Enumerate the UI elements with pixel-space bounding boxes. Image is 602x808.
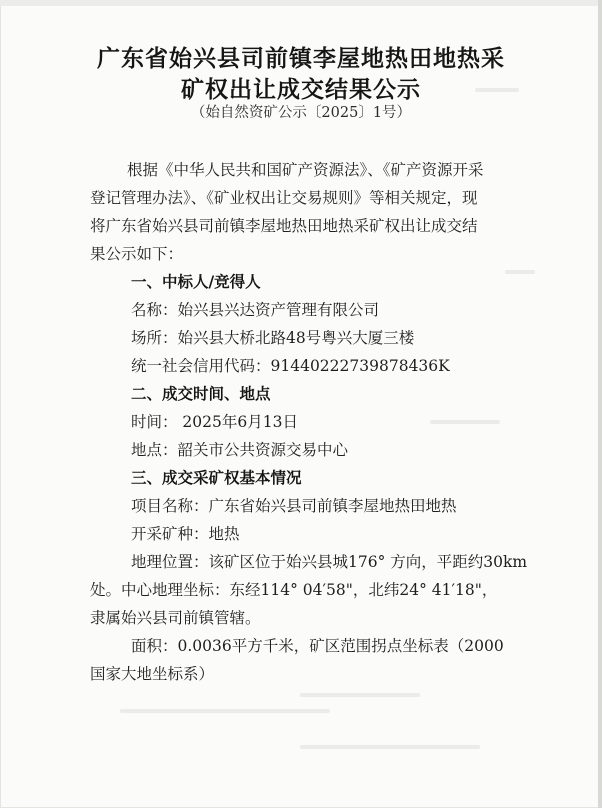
section-2-heading: 二、成交时间、地点 (131, 384, 271, 403)
show-through-mark (120, 709, 330, 713)
winner-address: 场所：始兴县大桥北路48号粤兴大厦三楼 (131, 329, 415, 347)
winner-credit-code: 统一社会信用代码：91440222739878436K (131, 357, 450, 375)
section-3-heading: 三、成交采矿权基本情况 (131, 468, 302, 487)
doc-title-line-1: 广东省始兴县司前镇李屋地热田地热采 (97, 45, 505, 72)
deal-place: 地点：韶关市公共资源交易中心 (131, 441, 349, 459)
winner-name: 名称：始兴县兴达资产管理有限公司 (131, 301, 380, 319)
mineral-type: 开采矿种：地热 (131, 525, 240, 543)
intro-line-4: 果公示如下： (90, 245, 184, 263)
scan-top-edge (0, 0, 602, 6)
location-line-2: 处。中心地理坐标：东经114° 04′58"，北纬24° 41′18"， (90, 581, 498, 599)
show-through-mark (430, 420, 500, 424)
project-name: 项目名称：广东省始兴县司前镇李屋地热田地热 (131, 497, 457, 515)
location-line-3: 隶属始兴县司前镇管辖。 (90, 609, 261, 627)
location-line-1: 地理位置：该矿区位于始兴县城176° 方向，平距约30km (131, 553, 528, 571)
area-line-2: 国家大地坐标系） (90, 665, 215, 683)
intro-line-1: 根据《中华人民共和国矿产资源法》、《矿产资源开采 (127, 161, 484, 179)
intro-line-3: 将广东省始兴县司前镇李屋地热田地热采矿权出让成交结 (90, 217, 478, 235)
area-line-1: 面积：0.0036平方千米，矿区范围拐点坐标表（2000 (131, 637, 504, 655)
section-1-heading: 一、中标人/竞得人 (131, 272, 261, 291)
show-through-mark (505, 270, 535, 274)
show-through-mark (300, 693, 420, 697)
show-through-mark (300, 745, 480, 749)
deal-time: 时间： 2025年6月13日 (131, 413, 298, 431)
doc-title-line-2: 矿权出让成交结果公示 (181, 76, 421, 103)
doc-number: （始自然资矿公示〔2025〕1号） (190, 105, 412, 121)
intro-line-2: 登记管理办法》、《矿业权出让交易规则》等相关规定，现 (90, 189, 478, 207)
